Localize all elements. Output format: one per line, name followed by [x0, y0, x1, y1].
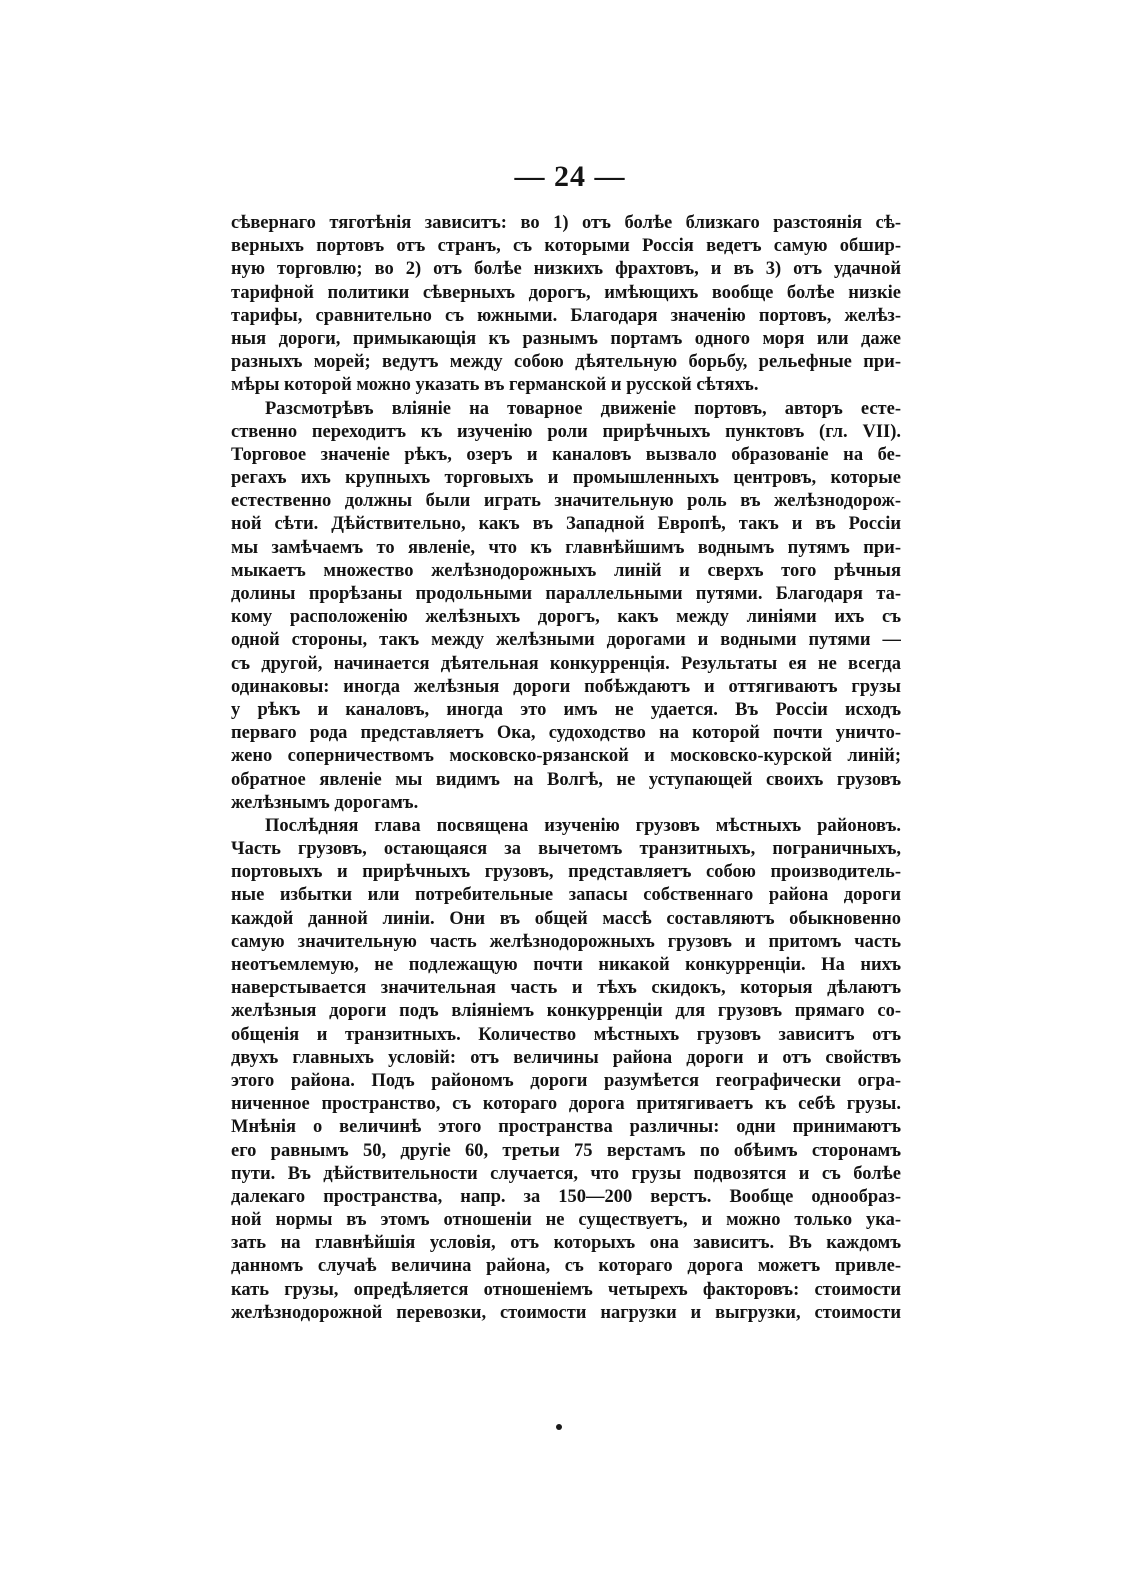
- text-line: желѣзнымъ дорогамъ.: [231, 792, 419, 813]
- text-line: зать на главнѣйшія условія, отъ которыхъ она зависитъ. Въ каждомъ: [231, 1233, 901, 1254]
- text-line: пути. Въ дѣйствительности случается, что грузы подвозятся и съ болѣе: [231, 1163, 901, 1184]
- paragraph: [231, 212, 901, 398]
- text-line: каждой данной линіи. Они въ общей массѣ составляютъ обыкновенно: [231, 908, 901, 929]
- text-line: тарифы, сравнительно съ южными. Благодаря значенію портовъ, желѣз-: [231, 305, 901, 326]
- text-line: регахъ ихъ крупныхъ торговыхъ и промышленныхъ центровъ, которые: [231, 468, 901, 489]
- text-line: ственно переходитъ къ изученію роли прирѣчныхъ пунктовъ (гл. VII).: [231, 421, 901, 442]
- text-line: его равнымъ 50, другіе 60, третьи 75 верстамъ по обѣимъ сторонамъ: [231, 1140, 901, 1161]
- text-line: разныхъ морей; ведутъ между собою дѣятельную борьбу, рельефные при-: [231, 352, 901, 373]
- text-line: портовыхъ и прирѣчныхъ грузовъ, представляетъ собою производитель-: [231, 862, 901, 883]
- page-dot-mark: [556, 1424, 562, 1430]
- text-line: ниченное пространство, съ котораго дорога притягиваетъ къ себѣ грузы.: [231, 1094, 901, 1115]
- text-line: ныя дороги, примыкающія къ разнымъ портамъ одного моря или даже: [231, 328, 901, 349]
- text-line: съ другой, начинается дѣятельная конкурренція. Результаты ея не всегда: [231, 653, 901, 674]
- text-line: у рѣкъ и каналовъ, иногда это имъ не удается. Въ Россіи исходъ: [231, 699, 901, 720]
- text-line: одной стороны, такъ между желѣзными дорогами и водными путями —: [231, 630, 901, 651]
- text-line: ную торговлю; во 2) отъ болѣе низкихъ фрахтовъ, и въ 3) отъ удачной: [231, 259, 901, 280]
- text-line: мы замѣчаемъ то явленіе, что къ главнѣйшимъ воднымъ путямъ при-: [231, 537, 901, 558]
- text-line: перваго рода представляетъ Ока, судоходство на которой почти уничто-: [231, 723, 901, 744]
- text-line: тарифной политики сѣверныхъ дорогъ, имѣющихъ вообще болѣе низкіе: [231, 282, 901, 303]
- text-line: общенія и транзитныхъ. Количество мѣстныхъ грузовъ зависитъ отъ: [231, 1024, 901, 1045]
- text-line: наверстывается значительная часть и тѣхъ скидокъ, которыя дѣлаютъ: [231, 978, 901, 999]
- text-line: ной сѣти. Дѣйствительно, какъ въ Западной Европѣ, такъ и въ Россіи: [231, 514, 901, 535]
- text-line: далекаго пространства, напр. за 150—200 верстъ. Вообще однообраз-: [231, 1186, 901, 1207]
- text-line: жено соперничествомъ московско-рязанской и московско-курской линій;: [231, 746, 901, 767]
- text-line: долины прорѣзаны продольными параллельными путями. Благодаря та-: [231, 584, 901, 604]
- text-line: Послѣдняя глава посвящена изученію грузовъ мѣстныхъ районовъ.: [265, 815, 901, 836]
- text-line: верныхъ портовъ отъ странъ, съ которыми Россія ведетъ самую обшир-: [231, 236, 901, 257]
- text-line: обратное явленіе мы видимъ на Волгѣ, не уступающей своихъ грузовъ: [231, 769, 901, 790]
- text-line: Торговое значеніе рѣкъ, озеръ и каналовъ вызвало образованіе на бе-: [231, 444, 901, 465]
- paragraph: [231, 398, 901, 815]
- page-number: — 24 —: [514, 160, 626, 193]
- text-line: одинаковы: иногда желѣзныя дороги побѣждаютъ и оттягиваютъ грузы: [231, 676, 901, 697]
- text-line: естественно должны были играть значительную роль въ желѣзнодорож-: [231, 491, 901, 512]
- text-line: данномъ случаѣ величина района, съ котораго дорога можетъ привле-: [231, 1256, 901, 1277]
- text-line: Часть грузовъ, остающаяся за вычетомъ транзитныхъ, пограничныхъ,: [231, 839, 901, 860]
- text-line: этого района. Подъ райономъ дороги разумѣется географически огра-: [231, 1070, 901, 1091]
- text-line: Мнѣнія о величинѣ этого пространства различны: одни принимаютъ: [231, 1117, 901, 1138]
- text-line: ные избытки или потребительные запасы собственнаго района дороги: [231, 885, 901, 906]
- text-line: самую значительную часть желѣзнодорожныхъ грузовъ и притомъ часть: [231, 931, 901, 952]
- text-line: мыкаетъ множество желѣзнодорожныхъ линій и сверхъ того рѣчныя: [231, 560, 901, 581]
- text-line: ной нормы въ этомъ отношеніи не существуетъ, и можно только ука-: [231, 1210, 901, 1231]
- text-line: кать грузы, опредѣляется отношеніемъ четырехъ факторовъ: стоимости: [231, 1279, 901, 1300]
- text-line: двухъ главныхъ условій: отъ величины района дороги и отъ свойствъ: [231, 1047, 901, 1068]
- text-line: желѣзныя дороги подъ вліяніемъ конкурренціи для грузовъ прямаго со-: [231, 1001, 901, 1022]
- text-line: мѣры которой можно указать въ германской и русской сѣтяхъ.: [231, 375, 759, 396]
- text-line: сѣвернаго тяготѣнія зависитъ: во 1) отъ болѣе близкаго разстоянія сѣ-: [231, 213, 901, 233]
- text-line: кому расположенію желѣзныхъ дорогъ, какъ между линіями ихъ съ: [231, 607, 901, 628]
- paragraph: [231, 815, 901, 1325]
- text-line: Разсмотрѣвъ вліяніе на товарное движеніе портовъ, авторъ есте-: [265, 398, 901, 419]
- text-line: желѣзнодорожной перевозки, стоимости нагрузки и выгрузки, стоимости: [231, 1302, 901, 1323]
- text-line: неотъемлемую, не подлежащую почти никакой конкурренціи. На нихъ: [231, 955, 901, 975]
- body-text: [231, 212, 901, 1325]
